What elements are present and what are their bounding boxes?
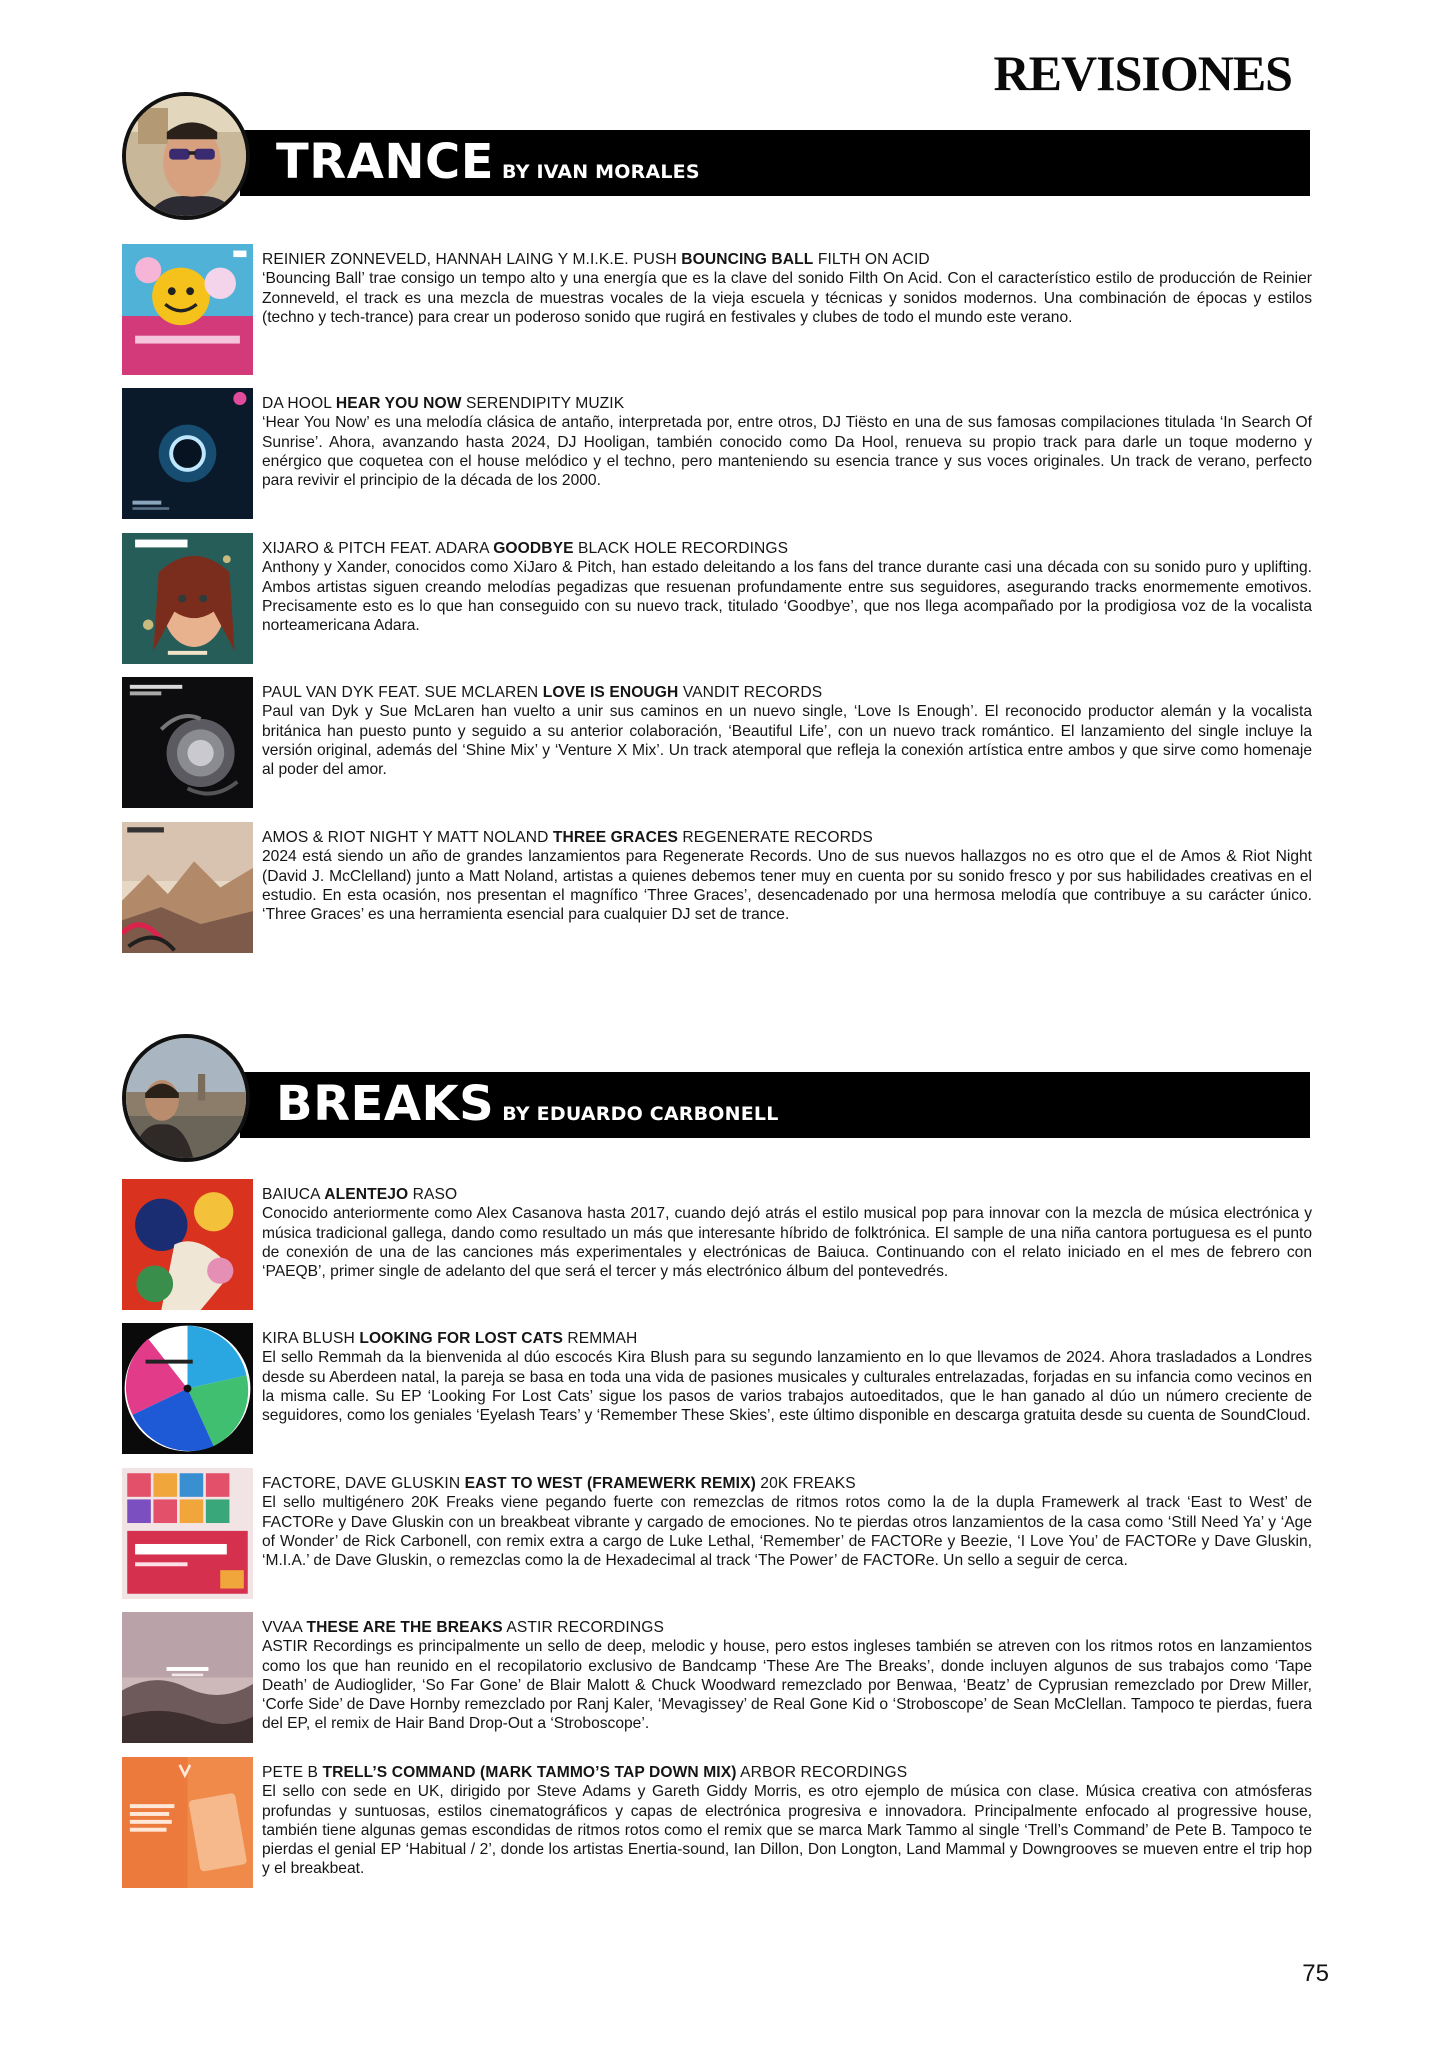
review-title: GOODBYE bbox=[493, 540, 574, 557]
banner-title bbox=[276, 1076, 779, 1142]
review-body: 2024 está siendo un año de grandes lanzamientos para Regenerate Records. Uno de sus nuevos hallazgos no es otro que el de Amos & Riot Night (David J. McClelland) junto a Matt Noland, artistas a quienes debemos tener muy en cuenta por su sonido fresco y por sus habilidades creativas en el estudio. En esta ocasión, nos presentan el magnífico ‘Three Graces’, desencadenado por una hermosa melodía que contribuye a su carácter único. ‘Three Graces’ es una herramienta esencial para cualquier DJ set de trance. bbox=[262, 848, 1312, 924]
review-artist: BAIUCA bbox=[262, 1186, 320, 1203]
review-text bbox=[262, 1618, 1312, 1734]
album-cover bbox=[122, 1468, 253, 1599]
review-heading bbox=[262, 1474, 1312, 1493]
review-artist: XIJARO & PITCH FEAT. ADARA bbox=[262, 540, 489, 557]
review-heading bbox=[262, 828, 1312, 847]
album-cover bbox=[122, 533, 253, 664]
review-body: ‘Hear You Now’ es una melodía clásica de antaño, interpretada por, entre otros, DJ Tiësto en una de sus famosas compilaciones titulada ‘In Search Of Sunrise’. Ahora, avanzando hasta 2024, DJ Hooligan, también conocido como Da Hool, renueva su propio track para darle un toque moderno y enérgico que coquetea con el house melódico y el techno, pero manteniendo su esencia trance y sus voces originales. Un track de verano, perfecto para revivir el principio de la década de los 2000. bbox=[262, 414, 1312, 490]
review-title: LOVE IS ENOUGH bbox=[542, 684, 679, 701]
review-text bbox=[262, 394, 1312, 490]
album-cover bbox=[122, 822, 253, 953]
album-cover bbox=[122, 1179, 253, 1310]
review-label: REMMAH bbox=[567, 1330, 638, 1347]
review-title: EAST TO WEST (FRAMEWERK REMIX) bbox=[464, 1475, 756, 1492]
review-label: FILTH ON ACID bbox=[817, 251, 930, 268]
album-cover bbox=[122, 677, 253, 808]
review-body: Anthony y Xander, conocidos como XiJaro & Pitch, han estado deleitando a los fans del trance durante casi una década con su sonido puro y uplifting. Ambos artistas siguen creando melodías pegadizas que resuenan profundamente entre sus seguidores, asegurando tracks enormemente emotivos. Precisamente esto es lo que han conseguido con su nuevo track, titulado ‘Goodbye’, que nos llega acompañado por la prodigiosa voz de la vocalista norteamericana Adara. bbox=[262, 559, 1312, 635]
author-avatar bbox=[122, 1034, 250, 1162]
review-title: TRELL’S COMMAND (MARK TAMMO’S TAP DOWN MIX) bbox=[322, 1764, 737, 1781]
review-artist: DA HOOL bbox=[262, 395, 332, 412]
review-heading bbox=[262, 1618, 1312, 1637]
review-artist: VVAA bbox=[262, 1619, 302, 1636]
review-text bbox=[262, 1329, 1312, 1425]
genre-title: BREAKS bbox=[276, 1076, 495, 1132]
byline: BY EDUARDO CARBONELL bbox=[502, 1103, 779, 1125]
review-body: Conocido anteriormente como Alex Casanova hasta 2017, cuando dejó atrás el estilo musical pop para innovar con la mezcla de música electrónica y música tradicional gallega, dando como resultado un más que interesante híbrido de folktrónica. El sample de una niña cantora portuguesa es el punto de conexión de una de las canciones más experimentales y electrónicas de Baiuca. Continuando con el relato iniciado en el mes de febrero con ‘PAEQB’, primer single de adelanto del que será el tercer y más electrónico álbum del pontevedrés. bbox=[262, 1205, 1312, 1281]
review-artist: PETE B bbox=[262, 1764, 319, 1781]
review-artist: FACTORE, DAVE GLUSKIN bbox=[262, 1475, 461, 1492]
review-title: BOUNCING BALL bbox=[681, 251, 814, 268]
review-text bbox=[262, 1763, 1312, 1879]
album-cover bbox=[122, 1612, 253, 1743]
review-title: ALENTEJO bbox=[324, 1186, 409, 1203]
review-body: ASTIR Recordings es principalmente un sello de deep, melodic y house, pero estos ingleses también se atreven con los ritmos rotos en lanzamientos como los que han reunido en el recopilatorio exclusivo de Bandcamp ‘These Are The Breaks’, donde incluyen algunos de sus trabajos como ‘Tape Death’ de Audioglider, ‘So Far Gone’ de Blair Malott & Chuck Woodward remezclado por Benwaa, ‘Beatz’ de Cyprusian remezclado por Drew Miller, ‘Corfe Side’ de Dave Hornby remezclado por Ranj Kaler, ‘Mevagissey’ de Real Gone Kid o ‘Stroboscope’ de Sean McClellan. Tampoco te pierdas, fuera del EP, el remix de Hair Band Drop-Out a ‘Stroboscope’. bbox=[262, 1638, 1312, 1733]
review-text bbox=[262, 683, 1312, 779]
review-title: THREE GRACES bbox=[552, 829, 678, 846]
album-cover bbox=[122, 388, 253, 519]
review-artist: AMOS & RIOT NIGHT Y MATT NOLAND bbox=[262, 829, 549, 846]
review-text bbox=[262, 1185, 1312, 1281]
page-header: REVISIONES bbox=[993, 45, 1292, 101]
banner-title bbox=[276, 134, 700, 200]
author-avatar bbox=[122, 92, 250, 220]
review-body: Paul van Dyk y Sue McLaren han vuelto a unir sus caminos en un nuevo single, ‘Love Is Enough’. El reconocido productor alemán y la vocalista británica han puesto punto y seguido a su anterior colaboración, ‘Beautiful Life’, con un nuevo track romántico. El lanzamiento del single incluye la versión original, además del ‘Shine Mix’ y ‘Venture X Mix’. Un track atemporal que refleja la conexión artística entre ambos y que sirve como homenaje al poder del amor. bbox=[262, 703, 1312, 779]
review-label: BLACK HOLE RECORDINGS bbox=[578, 540, 789, 557]
review-artist: KIRA BLUSH bbox=[262, 1330, 355, 1347]
review-artist: REINIER ZONNEVELD, HANNAH LAING Y M.I.K.E. PUSH bbox=[262, 251, 677, 268]
review-label: RASO bbox=[412, 1186, 458, 1203]
review-label: ARBOR RECORDINGS bbox=[740, 1764, 908, 1781]
review-heading bbox=[262, 1763, 1312, 1782]
review-title: HEAR YOU NOW bbox=[335, 395, 462, 412]
review-body: ‘Bouncing Ball’ trae consigo un tempo alto y una energía que es la clave del sonido Filth On Acid. Con el característico estilo de producción de Reinier Zonneveld, el track es una mezcla de muestras vocales de la vieja escuela y técnicas y sonidos modernos. Una combinación de épocas y estilos (techno y tech-trance) para crear un poderoso sonido que rugirá en festivales y clubes de todo el mundo este verano. bbox=[262, 270, 1312, 326]
review-heading bbox=[262, 683, 1312, 702]
album-cover bbox=[122, 1757, 253, 1888]
review-heading bbox=[262, 539, 1312, 558]
review-text bbox=[262, 1474, 1312, 1570]
album-cover bbox=[122, 1323, 253, 1454]
review-label: ASTIR RECORDINGS bbox=[506, 1619, 664, 1636]
review-heading bbox=[262, 1185, 1312, 1204]
review-body: El sello Remmah da la bienvenida al dúo escocés Kira Blush para su segundo lanzamiento en lo que llevamos de 2024. Ahora trasladados a Londres desde su Aberdeen natal, la pareja se basa en toda una vida de pasiones musicales y culturales entrelazadas, forjadas en su infancia como vecinos en la misma calle. Su EP ‘Looking For Lost Cats’ sigue los pasos de varios trabajos autoeditados, que le han ganado al dúo un número creciente de seguidores, como los geniales ‘Eyelash Tears’ y ‘Remember These Skies’, este último disponible en descarga gratuita desde su cuenta de SoundCloud. bbox=[262, 1349, 1312, 1425]
page-number: 75 bbox=[1302, 1960, 1329, 1987]
review-text bbox=[262, 250, 1312, 327]
review-heading bbox=[262, 1329, 1312, 1348]
review-heading bbox=[262, 394, 1312, 413]
section-banner bbox=[236, 1072, 1310, 1138]
review-label: REGENERATE RECORDS bbox=[682, 829, 873, 846]
review-title: THESE ARE THE BREAKS bbox=[306, 1619, 503, 1636]
album-cover bbox=[122, 244, 253, 375]
section-banner bbox=[236, 130, 1310, 196]
review-label: 20K FREAKS bbox=[760, 1475, 856, 1492]
review-artist: PAUL VAN DYK FEAT. SUE MCLAREN bbox=[262, 684, 539, 701]
review-label: VANDIT RECORDS bbox=[682, 684, 823, 701]
review-title: LOOKING FOR LOST CATS bbox=[359, 1330, 563, 1347]
byline: BY IVAN MORALES bbox=[502, 161, 700, 183]
review-body: El sello con sede en UK, dirigido por Steve Adams y Gareth Giddy Morris, es otro ejemplo de música con clase. Música creativa con atmósferas profundas y suntuosas, estilos cinematográficos y capas de electrónica progresiva e innovadora. Principalmente enfocado al progressive house, también tiene algunas gemas escondidas de ritmos rotos como el remix que se marca Mark Tammo al single ‘Trell’s Command’ de Pete B. Tampoco te pierdas el genial EP ‘Habitual / 2’, donde los artistas Enertia-sound, Ian Dillon, Don Longton, Land Mammal y Downgrooves se mueven entre el trip hop y el breakbeat. bbox=[262, 1783, 1312, 1878]
review-text bbox=[262, 828, 1312, 924]
review-heading bbox=[262, 250, 1312, 269]
review-text bbox=[262, 539, 1312, 635]
genre-title: TRANCE bbox=[276, 134, 495, 190]
review-body: El sello multigénero 20K Freaks viene pegando fuerte con remezclas de ritmos rotos como la de la dupla Framewerk al track ‘East to West’ de FACTORe y Dave Gluskin con un breakbeat vibrante y cargado de emociones. No te pierdas otros lanzamientos de la casa como ‘Still Need Ya’ y ‘Age of Wonder’ de Rick Carbonell, con remix extra a cargo de Luke Lethal, ‘Remember’ de FACTORe y Beezie, ‘I Love You’ de FACTORe y Dave Gluskin, ‘M.I.A.’ de Dave Gluskin, o remezclas como la de Hexadecimal al track ‘The Power’ de FACTORe. Un sello a seguir de cerca. bbox=[262, 1494, 1312, 1570]
review-label: SERENDIPITY MUZIK bbox=[466, 395, 625, 412]
